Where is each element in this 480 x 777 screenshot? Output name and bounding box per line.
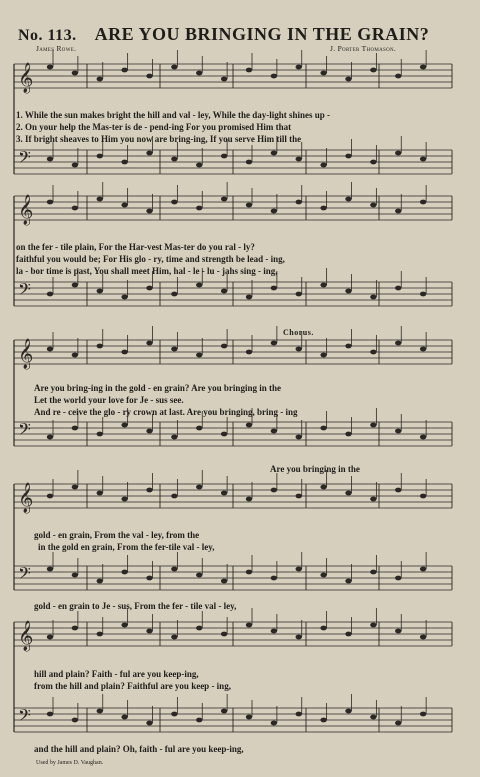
system4-bass-lyric: gold - en grain to Je - sus, From the fer - tile val - ley, xyxy=(34,601,237,611)
system5-bass-note xyxy=(420,712,426,717)
system3-bass-lyric: Are you bringing in the xyxy=(270,464,360,474)
system2-bass-note xyxy=(146,286,152,291)
system4-treble-note xyxy=(345,491,351,496)
system4-bass-note xyxy=(320,573,326,578)
system2-verse2: faithful you would be; For His glo - ry, time and strength be lead - ing, xyxy=(16,254,285,264)
system1-bass-note xyxy=(47,157,53,162)
system2-bass-note xyxy=(296,292,302,297)
system4-bass-note xyxy=(146,576,152,581)
bass-clef-icon: 𝄢 xyxy=(18,279,31,303)
system5-treble-note xyxy=(72,626,78,631)
system3-bass-note xyxy=(171,435,177,440)
treble-clef-icon: 𝄞 xyxy=(18,621,34,651)
system5-bass-note xyxy=(296,712,302,717)
system5-treble-note xyxy=(196,626,202,631)
system2-treble-note xyxy=(72,206,78,211)
system2-treble-note xyxy=(296,200,302,205)
treble-clef-icon: 𝄞 xyxy=(18,63,34,93)
system3-bass-note xyxy=(320,426,326,431)
system2-treble-note xyxy=(221,197,227,202)
system1-bass-note xyxy=(72,163,78,168)
system1-treble-note xyxy=(246,68,252,73)
system4-treble-note xyxy=(395,488,401,493)
system5-treble-lyric2: from the hill and plain? Faithful are you keep - ing, xyxy=(34,681,231,691)
treble-clef-icon: 𝄞 xyxy=(18,195,34,225)
system3-treble-note xyxy=(171,347,177,352)
system2-bass-note xyxy=(320,283,326,288)
system1-bass-note xyxy=(121,160,127,165)
system1-treble-note xyxy=(395,74,401,79)
system2-treble-note xyxy=(146,209,152,214)
system4-treble-note xyxy=(271,488,277,493)
system5-bass-note xyxy=(121,715,127,720)
system2-bass-note xyxy=(221,289,227,294)
system4-bass-note xyxy=(171,567,177,572)
system1-treble-note xyxy=(370,68,376,73)
system3-bass-note xyxy=(97,432,103,437)
system4-treble-note xyxy=(296,494,302,499)
system3-bass-note xyxy=(121,423,127,428)
system1-bass-note xyxy=(97,154,103,159)
system4-treble-note xyxy=(171,494,177,499)
system2-verse1: on the fer - tile plain, For the Har-vest Mas-ter do you ral - ly? xyxy=(16,242,255,252)
footer-credit: Used by James D. Vaughan. xyxy=(36,760,104,766)
system1-bass-note xyxy=(271,151,277,156)
system2-treble-note xyxy=(420,200,426,205)
system2-treble-note xyxy=(246,203,252,208)
system5-bass-note xyxy=(221,709,227,714)
system5-bass-note xyxy=(196,718,202,723)
system3-treble-note xyxy=(72,353,78,358)
system3-bass-note xyxy=(196,426,202,431)
system4-treble-note xyxy=(196,485,202,490)
system4-treble-note xyxy=(221,491,227,496)
system1-bass-note xyxy=(395,151,401,156)
system3-treble-note xyxy=(196,353,202,358)
bass-clef-icon: 𝄢 xyxy=(18,147,31,171)
system2-bass-note xyxy=(420,292,426,297)
system3-bass-note xyxy=(146,429,152,434)
system1-bass-note xyxy=(196,163,202,168)
system3-treble-note xyxy=(121,350,127,355)
system5-bass-note xyxy=(320,718,326,723)
lyricist-credit: James Rowe. xyxy=(36,44,77,53)
system3-treble-note xyxy=(246,350,252,355)
system4-bass-note xyxy=(221,579,227,584)
system1-treble-note xyxy=(47,65,53,70)
treble-clef-icon: 𝄞 xyxy=(18,483,34,513)
system2-treble-note xyxy=(320,206,326,211)
system3-bass-note xyxy=(72,426,78,431)
system2-bass-note xyxy=(97,289,103,294)
system3-treble-note xyxy=(146,341,152,346)
composer-credit: J. Porter Thomason. xyxy=(330,44,397,53)
system3-treble-note xyxy=(296,347,302,352)
system3-treble-note xyxy=(97,344,103,349)
system5-bass-note xyxy=(370,715,376,720)
system4-treble-note xyxy=(97,491,103,496)
system3-bass-note xyxy=(370,423,376,428)
system4-treble-lyric1: gold - en grain, From the val - ley, from the xyxy=(34,530,200,540)
system5-treble-note xyxy=(271,629,277,634)
system2-bass-note xyxy=(121,295,127,300)
system4-treble-note xyxy=(370,497,376,502)
system5-treble-note xyxy=(97,632,103,637)
system5-treble-note xyxy=(370,623,376,628)
system5-bass-note xyxy=(271,721,277,726)
system4-bass-note xyxy=(395,576,401,581)
system5-bass-note xyxy=(246,715,252,720)
system3-verse2: Let the world your love for Je - sus see. xyxy=(34,395,184,405)
system4-bass-note xyxy=(97,579,103,584)
system1-treble-note xyxy=(72,71,78,76)
system5-treble-note xyxy=(420,635,426,640)
system4-bass-note xyxy=(370,570,376,575)
system5-treble-note xyxy=(221,632,227,637)
system4-bass-note xyxy=(345,579,351,584)
system4-bass-note xyxy=(246,570,252,575)
system3-bass-note xyxy=(296,435,302,440)
bass-clef-icon: 𝄢 xyxy=(18,419,31,443)
system5-bass-note xyxy=(345,709,351,714)
system1-bass-note xyxy=(296,157,302,162)
system2-bass-note xyxy=(246,295,252,300)
system2-treble-note xyxy=(395,209,401,214)
system1-bass-note xyxy=(345,154,351,159)
system2-treble-note xyxy=(271,209,277,214)
system2-verse3: la - bor time is past, You shall meet Him, hal - le - lu - jahs sing - ing, xyxy=(16,266,278,276)
system5-bass-note xyxy=(72,718,78,723)
bass-clef-icon: 𝄢 xyxy=(18,705,31,729)
system3-bass-note xyxy=(420,435,426,440)
treble-clef-icon: 𝄞 xyxy=(18,339,34,369)
system3-bass-note xyxy=(221,432,227,437)
system1-bass-note xyxy=(171,157,177,162)
system1-verse1: 1. While the sun makes bright the hill and val - ley, While the day-light shines up - xyxy=(16,110,330,120)
system3-treble-note xyxy=(420,347,426,352)
system3-treble-note xyxy=(370,350,376,355)
system1-verse3: 3. If bright sheaves to Him you now are bring-ing, If you serve Him till the xyxy=(16,134,302,144)
system5-bass-note xyxy=(146,721,152,726)
system3-treble-note xyxy=(345,344,351,349)
system2-bass-note xyxy=(395,286,401,291)
system2-bass-note xyxy=(196,283,202,288)
system5-treble-lyric1: hill and plain? Faith - ful are you keep-ing, xyxy=(34,669,199,679)
system4-treble-note xyxy=(420,494,426,499)
system2-bass-note xyxy=(171,292,177,297)
system1-treble-note xyxy=(221,77,227,82)
system4-bass-note xyxy=(72,573,78,578)
system4-treble-note xyxy=(47,494,53,499)
system3-bass-note xyxy=(395,429,401,434)
system4-treble-lyric2: in the gold en grain, From the fer-tile val - ley, xyxy=(38,542,215,552)
system5-treble-note xyxy=(345,632,351,637)
system5-bass-note xyxy=(47,712,53,717)
system1-treble-note xyxy=(97,77,103,82)
system5-bass-note xyxy=(97,709,103,714)
system2-treble-note xyxy=(345,197,351,202)
system3-bass-note xyxy=(246,423,252,428)
system5-treble-note xyxy=(146,629,152,634)
system1-verse2: 2. On your help the Mas-ter is de - pend-ing For you promised Him that xyxy=(16,122,292,132)
system1-bass-note xyxy=(146,151,152,156)
system2-treble-note xyxy=(370,203,376,208)
system3-bass-note xyxy=(47,435,53,440)
system1-treble-note xyxy=(420,65,426,70)
system1-bass-note xyxy=(246,160,252,165)
system2-treble-note xyxy=(196,206,202,211)
system3-treble-note xyxy=(271,341,277,346)
system4-treble-note xyxy=(146,488,152,493)
system4-treble-note xyxy=(72,485,78,490)
system1-treble-note xyxy=(271,74,277,79)
system3-bass-note xyxy=(271,429,277,434)
system1-bass-note xyxy=(370,160,376,165)
system1-treble-note xyxy=(196,71,202,76)
system5-treble-note xyxy=(121,623,127,628)
system3-verse3: And re - ceive the glo - ry crown at last. Are you bringing, bring - ing xyxy=(34,407,298,417)
system2-bass-note xyxy=(345,289,351,294)
system4-treble-note xyxy=(121,497,127,502)
system5-bass-lyric: and the hill and plain? Oh, faith - ful are you keep-ing, xyxy=(34,744,244,754)
system1-treble-note xyxy=(171,65,177,70)
system1-treble-note xyxy=(296,65,302,70)
system1-treble-note xyxy=(146,74,152,79)
system2-bass-note xyxy=(72,283,78,288)
system4-bass-note xyxy=(196,573,202,578)
system5-bass-note xyxy=(171,712,177,717)
system5-treble-note xyxy=(171,635,177,640)
system1-bass-note xyxy=(320,163,326,168)
system3-treble-note xyxy=(47,347,53,352)
system1-treble-note xyxy=(320,71,326,76)
system5-treble-note xyxy=(246,623,252,628)
hymn-title: ARE YOU BRINGING IN THE GRAIN? xyxy=(94,24,430,44)
system1-treble-note xyxy=(121,68,127,73)
chorus-label: Chorus. xyxy=(283,328,314,337)
system3-bass-note xyxy=(345,432,351,437)
system4-bass-note xyxy=(420,567,426,572)
system4-treble-note xyxy=(320,485,326,490)
system3-treble-note xyxy=(320,353,326,358)
system1-bass-note xyxy=(221,154,227,159)
system5-bass-note xyxy=(395,721,401,726)
system2-bass-note xyxy=(271,286,277,291)
system4-treble-note xyxy=(246,497,252,502)
system3-treble-note xyxy=(395,341,401,346)
system4-bass-note xyxy=(296,567,302,572)
system3-verse1: Are you bring-ing in the gold - en grain? Are you bringing in the xyxy=(34,383,281,393)
system2-treble-note xyxy=(121,203,127,208)
system5-treble-note xyxy=(47,635,53,640)
system4-bass-note xyxy=(121,570,127,575)
system1-bass-note xyxy=(420,157,426,162)
system2-bass-note xyxy=(47,292,53,297)
bass-clef-icon: 𝄢 xyxy=(18,563,31,587)
system1-treble-note xyxy=(345,77,351,82)
system5-treble-note xyxy=(320,626,326,631)
system5-treble-note xyxy=(395,629,401,634)
hymn-number: No. 113. xyxy=(18,27,77,44)
system2-treble-note xyxy=(171,200,177,205)
system2-treble-note xyxy=(97,197,103,202)
system4-bass-note xyxy=(47,567,53,572)
system3-treble-note xyxy=(221,344,227,349)
system4-bass-note xyxy=(271,576,277,581)
system5-treble-note xyxy=(296,635,302,640)
system2-bass-note xyxy=(370,295,376,300)
system2-treble-note xyxy=(47,200,53,205)
